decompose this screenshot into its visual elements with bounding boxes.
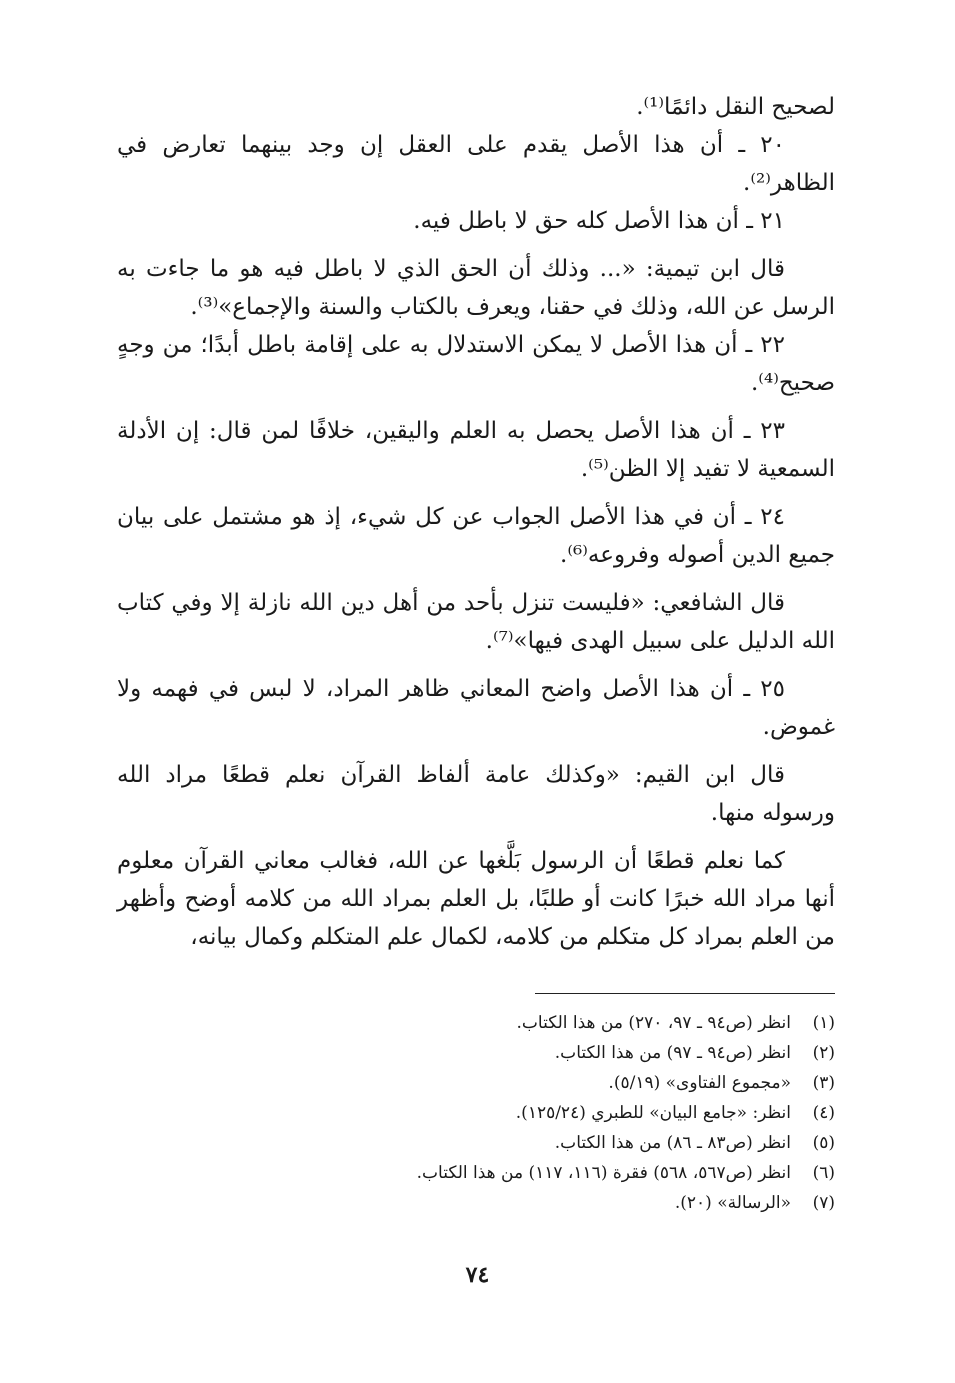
footnote — [117, 1068, 835, 1098]
paragraph-quote-ibn-al-qayyim: قال ابن القيم: «وكذلك عامة ألفاظ القرآن نعلم قطعًا مراد الله ورسوله منها. — [117, 762, 835, 826]
footnotes — [117, 1008, 835, 1218]
paragraph-item-22: ٢٢ ـ أن هذا الأصل لا يمكن الاستدلال به على إقامة باطل أبدًا؛ من وجهٍ صحيح⁽⁴⁾. — [117, 332, 835, 396]
paragraph-quote-ibn-taymiyyah: قال ابن تيمية: «... وذلك أن الحق الذي لا باطل فيه هو ما جاءت به الرسل عن الله، وذلك في حقنا، ويعرف بالكتاب والسنة والإجماع»⁽³⁾. — [117, 256, 835, 320]
paragraph-quote-continuation: كما نعلم قطعًا أن الرسول بَلَّغها عن الله، فغالب معاني القرآن معلوم أنها مراد الله خبرًا كانت أو طلبًا، بل العلم بمراد الله من كلامه أوضح وأظهر من العلم بمراد كل متكلم من كلامه، لكمال علم المتكلم وكمال بيانه، — [117, 848, 835, 950]
footnote-number: (٥) — [812, 1133, 835, 1153]
footnote-number: (١) — [812, 1013, 835, 1033]
footnote — [117, 1098, 835, 1128]
footnote-divider — [535, 993, 835, 994]
footnote-text: انظر (ص٩٤ ـ ٩٧) من هذا الكتاب. — [554, 1043, 791, 1063]
footnote — [117, 1128, 835, 1158]
footnote-text: انظر (ص٩٤ ـ ٩٧، ٢٧٠) من هذا الكتاب. — [516, 1013, 791, 1033]
paragraph-item-21: ٢١ ـ أن هذا الأصل كله حق لا باطل فيه. — [413, 208, 785, 234]
footnote-number: (٣) — [812, 1073, 835, 1093]
paragraph-continuation: لصحيح النقل دائمًا⁽¹⁾. — [636, 94, 835, 120]
footnote-text: انظر: «جامع البيان» للطبري (١٢٥/٢٤). — [515, 1103, 791, 1123]
paragraph-item-23: ٢٣ ـ أن هذا الأصل يحصل به العلم واليقين، خلافًا لمن قال: إن الأدلة السمعية لا تفيد إلا الظن⁽⁵⁾. — [117, 418, 835, 482]
footnote — [117, 1188, 835, 1218]
paragraph-item-24: ٢٤ ـ أن في هذا الأصل الجواب عن كل شيء، إذ هو مشتمل على بيان جميع الدين أصوله وفروعه⁽⁶⁾. — [117, 504, 835, 568]
footnote-text: «الرسالة» (٢٠). — [674, 1193, 791, 1213]
footnote — [117, 1038, 835, 1068]
footnote — [117, 1158, 835, 1188]
footnote-text: «مجموع الفتاوى» (٥/١٩). — [608, 1073, 791, 1093]
paragraph-quote-shafii: قال الشافعي: «فليست تنزل بأحد من أهل دين الله نازلة إلا وفي كتاب الله الدليل على سبيل الهدى فيها»⁽⁷⁾. — [117, 590, 835, 654]
footnote-number: (٢) — [812, 1043, 835, 1063]
paragraph-item-20: ٢٠ ـ أن هذا الأصل يقدم على العقل إن وجد بينهما تعارض في الظاهر⁽²⁾. — [117, 132, 835, 196]
footnote-text: انظر (ص٨٣ ـ ٨٦) من هذا الكتاب. — [554, 1133, 791, 1153]
page-number: ٧٤ — [465, 1262, 490, 1288]
paragraph-item-25: ٢٥ ـ أن هذا الأصل واضح المعاني ظاهر المراد، لا لبس في فهمه ولا غموض. — [117, 676, 835, 740]
main-text — [117, 88, 835, 956]
footnote-number: (٧) — [812, 1193, 835, 1213]
footnote — [117, 1008, 835, 1038]
footnote-text: انظر (ص٥٦٧، ٥٦٨) فقرة (١١٦، ١١٧) من هذا الكتاب. — [416, 1163, 791, 1183]
footnote-number: (٤) — [812, 1103, 835, 1123]
footnote-number: (٦) — [812, 1163, 835, 1183]
